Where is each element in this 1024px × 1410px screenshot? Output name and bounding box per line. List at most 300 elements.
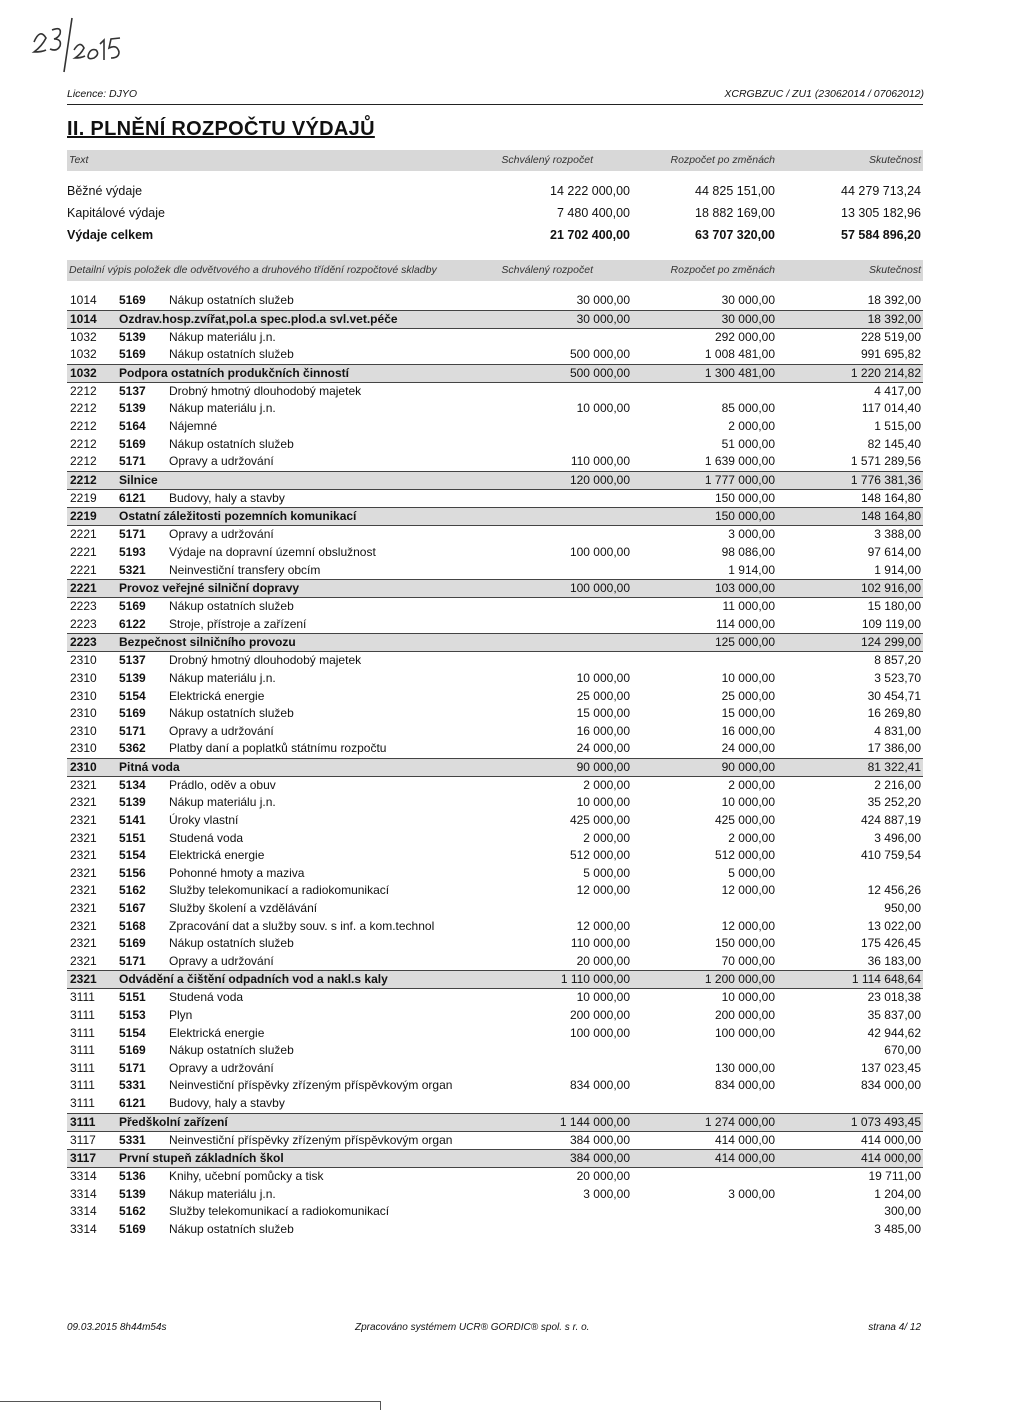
table-subtotal-row <box>67 970 923 989</box>
cell-text: Plyn <box>169 1008 193 1022</box>
cell-paragraph: 3314 <box>70 1169 97 1184</box>
cell-text: Nákup ostatních služeb <box>169 936 294 951</box>
cell-actual: 3 523,70 <box>874 670 921 685</box>
cell-after-changes: 1 639 000,00 <box>704 454 775 469</box>
cell-paragraph: 2219 <box>70 490 97 505</box>
cell-text: Budovy, haly a stavby <box>169 1095 285 1110</box>
cell-after-changes: 85 000,00 <box>721 401 775 416</box>
cell-actual: 19 711,00 <box>868 1169 921 1184</box>
table-row <box>67 1007 923 1025</box>
cell-item: 5169 <box>119 1221 146 1236</box>
table-row <box>67 705 923 723</box>
cell-after-changes: 2 000,00 <box>728 830 775 845</box>
cell-approved: 30 000,00 <box>576 311 630 326</box>
cell-text: Služby telekomunikací a radiokomunikací <box>169 1204 390 1219</box>
cell-actual: 117 014,40 <box>861 401 921 416</box>
cell-text: Knihy, učební pomůcky a tisk <box>169 1169 324 1184</box>
cell-paragraph: 2212 <box>70 401 97 416</box>
cell-paragraph: 3111 <box>70 1043 95 1058</box>
cell-text: Nákup materiálu j.n. <box>169 670 276 685</box>
cell-paragraph: 2321 <box>70 953 97 968</box>
cell-approved: 10 000,00 <box>576 401 630 416</box>
cell-after-changes: 1 008 481,00 <box>704 347 775 362</box>
cell-section-name: Předškolní zařízení <box>119 1114 228 1129</box>
cell-paragraph: 3111 <box>70 1008 95 1022</box>
cell-item: 5171 <box>119 527 146 542</box>
table-subtotal-row <box>67 633 923 652</box>
cell-item: 5168 <box>119 918 146 933</box>
summary-actual: 13 305 182,96 <box>841 206 921 220</box>
cell-actual: 109 119,00 <box>861 616 921 631</box>
cell-item: 5139 <box>119 1186 146 1201</box>
cell-item: 5151 <box>119 830 146 845</box>
table-row <box>67 670 923 688</box>
cell-after-changes: 10 000,00 <box>721 670 775 685</box>
cell-item: 5169 <box>119 436 146 451</box>
cell-section-name: Ostatní záležitosti pozemních komunikací <box>119 509 357 524</box>
cell-text: Opravy a udržování <box>169 454 274 469</box>
cell-after-changes: 103 000,00 <box>714 581 775 596</box>
cell-after-changes: 12 000,00 <box>721 918 775 933</box>
table-row <box>67 400 923 418</box>
cell-approved: 24 000,00 <box>576 741 630 756</box>
summary-row <box>67 225 923 247</box>
cell-item: 5153 <box>119 1008 146 1022</box>
summary-approved: 7 480 400,00 <box>557 206 630 220</box>
cell-after-changes: 1 200 000,00 <box>704 972 775 987</box>
summary-header-actual: Skutečnost <box>869 154 921 166</box>
cell-after-changes: 414 000,00 <box>714 1151 775 1166</box>
table-subtotal-row <box>67 758 923 777</box>
table-row <box>67 436 923 454</box>
cell-item: 6121 <box>119 490 146 505</box>
cell-text: Nákup ostatních služeb <box>169 436 294 451</box>
table-row <box>67 1025 923 1043</box>
cell-after-changes: 414 000,00 <box>714 1132 775 1147</box>
cell-text: Neinvestiční transfery obcím <box>169 562 321 577</box>
cell-actual: 410 759,54 <box>860 848 921 863</box>
cell-paragraph: 2321 <box>70 830 97 845</box>
cell-after-changes: 10 000,00 <box>721 795 775 810</box>
cell-section-name: Provoz veřejné silniční dopravy <box>119 581 300 596</box>
detail-header-bar <box>67 260 923 281</box>
detail-table <box>67 292 923 1239</box>
footer-page-number: strana 4/ 12 <box>868 1322 921 1333</box>
cell-actual: 1 914,00 <box>874 562 921 577</box>
cell-text: Nákup materiálu j.n. <box>169 795 276 810</box>
cell-item: 5193 <box>119 544 146 559</box>
table-row <box>67 1077 923 1095</box>
cell-approved: 200 000,00 <box>569 1008 630 1022</box>
cell-actual: 35 252,20 <box>867 795 921 810</box>
cell-actual: 228 519,00 <box>860 329 921 344</box>
footer-timestamp: 09.03.2015 8h44m54s <box>67 1322 167 1333</box>
cell-section-name: Pitná voda <box>119 759 180 774</box>
cell-actual: 4 417,00 <box>874 383 921 398</box>
cell-actual: 36 183,00 <box>867 953 921 968</box>
cell-paragraph: 3111 <box>70 1095 95 1110</box>
cell-actual: 97 614,00 <box>867 544 921 559</box>
cell-after-changes: 834 000,00 <box>714 1078 775 1093</box>
cell-paragraph: 2223 <box>70 599 97 614</box>
cell-paragraph: 2321 <box>70 972 97 987</box>
summary-label: Běžné výdaje <box>67 184 143 198</box>
table-row <box>67 1060 923 1078</box>
table-subtotal-row <box>67 310 923 329</box>
cell-paragraph: 3314 <box>70 1204 97 1219</box>
cell-item: 5156 <box>119 865 146 880</box>
table-subtotal-row <box>67 1113 923 1132</box>
cell-paragraph: 3111 <box>70 1114 96 1129</box>
cell-after-changes: 100 000,00 <box>714 1025 775 1040</box>
cell-text: Studená voda <box>169 830 244 845</box>
summary-header-after-changes: Rozpočet po změnách <box>670 154 775 166</box>
cell-approved: 15 000,00 <box>576 706 630 721</box>
cell-approved: 10 000,00 <box>576 670 630 685</box>
cell-paragraph: 1032 <box>70 365 97 380</box>
cell-section-name: Odvádění a čištění odpadních vod a nakl.s kaly <box>119 972 388 987</box>
cell-item: 5169 <box>119 936 146 951</box>
cell-paragraph: 3111 <box>70 1060 95 1075</box>
cell-actual: 148 164,80 <box>860 490 921 505</box>
cell-paragraph: 2310 <box>70 670 97 685</box>
cell-approved: 1 110 000,00 <box>560 972 630 987</box>
cell-text: Nákup materiálu j.n. <box>169 329 276 344</box>
cell-after-changes: 2 000,00 <box>728 418 775 433</box>
cell-item: 5171 <box>119 723 146 738</box>
cell-actual: 30 454,71 <box>867 688 921 703</box>
cell-actual: 18 392,00 <box>867 293 921 307</box>
cell-section-name: Bezpečnost silničního provozu <box>119 635 296 650</box>
table-row <box>67 1132 923 1150</box>
summary-approved: 21 702 400,00 <box>550 228 630 242</box>
cell-after-changes: 114 000,00 <box>715 616 775 631</box>
table-row <box>67 1042 923 1060</box>
table-row <box>67 830 923 848</box>
table-row <box>67 723 923 741</box>
summary-header-bar <box>67 150 923 171</box>
table-row <box>67 526 923 544</box>
cell-actual: 15 180,00 <box>867 599 921 614</box>
cell-item: 5169 <box>119 293 146 307</box>
cell-section-name: První stupeň základních škol <box>119 1151 284 1166</box>
cell-item: 5167 <box>119 901 146 916</box>
cell-item: 5362 <box>119 741 146 756</box>
cell-paragraph: 2310 <box>70 706 97 721</box>
cell-text: Nákup materiálu j.n. <box>169 1186 276 1201</box>
table-row <box>67 1221 923 1239</box>
table-row <box>67 989 923 1007</box>
cell-actual: 4 831,00 <box>874 723 921 738</box>
cell-paragraph: 2321 <box>70 777 97 792</box>
cell-paragraph: 2321 <box>70 918 97 933</box>
cell-after-changes: 15 000,00 <box>721 706 775 721</box>
cell-text: Nákup ostatních služeb <box>169 599 294 614</box>
cell-approved: 2 000,00 <box>583 830 630 845</box>
cell-item: 5139 <box>119 795 146 810</box>
cell-paragraph: 2221 <box>70 544 97 559</box>
cell-paragraph: 2212 <box>70 454 97 469</box>
cell-paragraph: 2221 <box>70 562 97 577</box>
cell-after-changes: 292 000,00 <box>714 329 775 344</box>
cell-paragraph: 2310 <box>70 741 97 756</box>
cell-item: 5171 <box>119 454 146 469</box>
cell-approved: 20 000,00 <box>576 953 630 968</box>
cell-after-changes: 3 000,00 <box>728 527 775 542</box>
cell-text: Drobný hmotný dlouhodobý majetek <box>169 383 362 398</box>
cell-after-changes: 70 000,00 <box>721 953 775 968</box>
cell-paragraph: 2212 <box>70 418 97 433</box>
cell-approved: 110 000,00 <box>570 936 630 951</box>
summary-approved: 14 222 000,00 <box>550 184 630 198</box>
cell-text: Nákup ostatních služeb <box>169 1221 294 1236</box>
cell-actual: 13 022,00 <box>867 918 921 933</box>
cell-after-changes: 5 000,00 <box>728 865 775 880</box>
report-code: XCRGBZUC / ZU1 (23062014 / 07062012) <box>724 88 924 100</box>
cell-paragraph: 3111 <box>70 1025 95 1040</box>
cell-approved: 25 000,00 <box>576 688 630 703</box>
cell-after-changes: 11 000,00 <box>722 599 775 614</box>
cell-actual: 35 837,00 <box>867 1008 921 1022</box>
cell-after-changes: 98 086,00 <box>721 544 775 559</box>
cell-approved: 90 000,00 <box>576 759 630 774</box>
cell-actual: 1 114 648,64 <box>851 972 921 987</box>
table-row <box>67 346 923 364</box>
cell-item: 5162 <box>119 883 146 898</box>
cell-item: 5154 <box>119 848 146 863</box>
detail-header-text: Detailní výpis položek dle odvětvového a druhového třídění rozpočtové skladby <box>69 264 437 276</box>
cell-text: Studená voda <box>169 990 244 1005</box>
table-row <box>67 453 923 471</box>
table-row <box>67 847 923 865</box>
cell-approved: 3 000,00 <box>583 1186 630 1201</box>
cell-actual: 3 388,00 <box>874 527 921 542</box>
table-row <box>67 490 923 508</box>
cell-actual: 414 000,00 <box>860 1132 921 1147</box>
table-subtotal-row <box>67 579 923 598</box>
summary-after-changes: 18 882 169,00 <box>695 206 775 220</box>
cell-item: 5171 <box>119 953 146 968</box>
cell-paragraph: 2212 <box>70 383 97 398</box>
cell-after-changes: 30 000,00 <box>721 311 775 326</box>
cell-approved: 512 000,00 <box>569 848 630 863</box>
cell-item: 5164 <box>119 418 146 433</box>
cell-item: 5137 <box>119 383 146 398</box>
cell-actual: 12 456,26 <box>867 883 921 898</box>
cell-text: Nákup ostatních služeb <box>169 347 294 362</box>
table-row <box>67 777 923 795</box>
cell-paragraph: 3314 <box>70 1221 97 1236</box>
summary-after-changes: 44 825 151,00 <box>695 184 775 198</box>
table-row <box>67 688 923 706</box>
cell-after-changes: 130 000,00 <box>714 1060 775 1075</box>
cell-paragraph: 2321 <box>70 795 97 810</box>
table-row <box>67 1203 923 1221</box>
summary-table <box>67 181 923 247</box>
summary-row <box>67 181 923 203</box>
cell-item: 5169 <box>119 1043 146 1058</box>
cell-item: 6122 <box>119 616 146 631</box>
cell-after-changes: 1 914,00 <box>728 562 775 577</box>
cell-section-name: Silnice <box>119 472 158 487</box>
cell-item: 5162 <box>119 1204 146 1219</box>
table-row <box>67 953 923 971</box>
cell-approved: 384 000,00 <box>569 1151 630 1166</box>
cell-item: 5137 <box>119 653 146 668</box>
cell-approved: 10 000,00 <box>576 990 630 1005</box>
cell-after-changes: 24 000,00 <box>721 741 775 756</box>
table-row <box>67 740 923 758</box>
summary-after-changes: 63 707 320,00 <box>695 228 775 242</box>
table-row <box>67 918 923 936</box>
cell-actual: 23 018,38 <box>867 990 921 1005</box>
table-row <box>67 598 923 616</box>
cell-text: Pohonné hmoty a maziva <box>169 865 305 880</box>
detail-header-actual: Skutečnost <box>869 264 921 276</box>
cell-actual: 17 386,00 <box>867 741 921 756</box>
cell-after-changes: 2 000,00 <box>728 777 775 792</box>
table-subtotal-row <box>67 1149 923 1168</box>
cell-after-changes: 10 000,00 <box>721 990 775 1005</box>
cell-text: Prádlo, oděv a obuv <box>169 777 276 792</box>
table-row <box>67 1095 923 1113</box>
cell-approved: 100 000,00 <box>569 1025 630 1040</box>
cell-paragraph: 2223 <box>70 616 97 631</box>
cell-after-changes: 512 000,00 <box>714 848 775 863</box>
cell-paragraph: 2321 <box>70 813 97 828</box>
table-row <box>67 935 923 953</box>
table-subtotal-row <box>67 364 923 383</box>
cell-actual: 148 164,80 <box>860 509 921 524</box>
cell-after-changes: 51 000,00 <box>721 436 775 451</box>
scan-edge-tick <box>380 1401 381 1410</box>
cell-paragraph: 2212 <box>70 472 97 487</box>
cell-paragraph: 2321 <box>70 901 97 916</box>
cell-text: Nákup ostatních služeb <box>169 293 294 307</box>
cell-item: 5134 <box>119 777 146 792</box>
cell-item: 5154 <box>119 688 146 703</box>
cell-actual: 300,00 <box>884 1204 921 1219</box>
cell-after-changes: 1 274 000,00 <box>704 1114 775 1129</box>
cell-item: 5331 <box>119 1078 146 1093</box>
cell-actual: 2 216,00 <box>874 777 921 792</box>
cell-after-changes: 12 000,00 <box>721 883 775 898</box>
cell-text: Elektrická energie <box>169 1025 265 1040</box>
cell-actual: 3 485,00 <box>874 1221 921 1236</box>
table-row <box>67 383 923 401</box>
cell-approved: 10 000,00 <box>576 795 630 810</box>
cell-item: 5136 <box>119 1169 146 1184</box>
table-row <box>67 544 923 562</box>
cell-approved: 16 000,00 <box>576 723 630 738</box>
cell-text: Nájemné <box>169 418 218 433</box>
cell-after-changes: 90 000,00 <box>721 759 775 774</box>
cell-text: Služby telekomunikací a radiokomunikací <box>169 883 390 898</box>
cell-text: Opravy a udržování <box>169 953 274 968</box>
cell-text: Opravy a udržování <box>169 1060 274 1075</box>
cell-item: 5321 <box>119 562 146 577</box>
cell-paragraph: 2221 <box>70 581 97 596</box>
cell-after-changes: 16 000,00 <box>721 723 775 738</box>
cell-actual: 1 515,00 <box>874 418 921 433</box>
cell-text: Zpracování dat a služby souv. s inf. a kom.technol <box>169 918 435 933</box>
cell-text: Opravy a udržování <box>169 723 274 738</box>
cell-text: Opravy a udržování <box>169 527 274 542</box>
cell-text: Nákup materiálu j.n. <box>169 401 276 416</box>
cell-approved: 834 000,00 <box>569 1078 630 1093</box>
cell-paragraph: 3314 <box>70 1186 97 1201</box>
table-row <box>67 1168 923 1186</box>
table-subtotal-row <box>67 507 923 526</box>
page-title: II. PLNĚNÍ ROZPOČTU VÝDAJŮ <box>67 118 375 140</box>
header-rule <box>67 104 923 105</box>
cell-text: Elektrická energie <box>169 688 265 703</box>
table-row <box>67 292 923 310</box>
cell-actual: 1 073 493,45 <box>850 1114 921 1129</box>
cell-paragraph: 1032 <box>70 329 97 344</box>
summary-actual: 44 279 713,24 <box>841 184 921 198</box>
cell-text: Úroky vlastní <box>169 813 239 828</box>
cell-after-changes: 25 000,00 <box>721 688 775 703</box>
cell-paragraph: 1032 <box>70 347 97 362</box>
summary-actual: 57 584 896,20 <box>841 228 921 242</box>
scan-edge-line <box>0 1401 380 1402</box>
detail-header-approved: Schválený rozpočet <box>501 264 593 276</box>
cell-actual: 991 695,82 <box>860 347 921 362</box>
cell-paragraph: 3117 <box>70 1151 97 1166</box>
cell-after-changes: 125 000,00 <box>714 635 775 650</box>
summary-header-text: Text <box>69 154 89 166</box>
cell-text: Služby školení a vzdělávání <box>169 901 318 916</box>
cell-paragraph: 3117 <box>70 1132 96 1147</box>
cell-approved: 20 000,00 <box>576 1169 630 1184</box>
table-subtotal-row <box>67 471 923 490</box>
table-row <box>67 794 923 812</box>
cell-after-changes: 30 000,00 <box>721 293 775 307</box>
cell-paragraph: 2321 <box>70 883 97 898</box>
table-row <box>67 329 923 347</box>
cell-actual: 834 000,00 <box>860 1078 921 1093</box>
cell-item: 5139 <box>119 670 146 685</box>
table-row <box>67 865 923 883</box>
cell-approved: 100 000,00 <box>569 581 630 596</box>
table-row <box>67 652 923 670</box>
cell-paragraph: 2310 <box>70 688 97 703</box>
cell-paragraph: 3111 <box>70 1078 95 1093</box>
licence-label: Licence: DJYO <box>67 88 138 100</box>
cell-text: Neinvestiční příspěvky zřízeným příspěvkovým organ <box>169 1078 453 1093</box>
cell-approved: 120 000,00 <box>569 472 630 487</box>
cell-after-changes: 1 300 481,00 <box>704 365 775 380</box>
table-row <box>67 882 923 900</box>
summary-header-approved: Schválený rozpočet <box>501 154 593 166</box>
table-row <box>67 900 923 918</box>
cell-approved: 384 000,00 <box>569 1132 630 1147</box>
cell-approved: 2 000,00 <box>583 777 630 792</box>
cell-approved: 12 000,00 <box>576 918 630 933</box>
cell-actual: 124 299,00 <box>860 635 921 650</box>
cell-actual: 42 944,62 <box>867 1025 921 1040</box>
table-row <box>67 812 923 830</box>
cell-actual: 137 023,45 <box>860 1060 921 1075</box>
cell-paragraph: 2223 <box>70 635 97 650</box>
cell-item: 5331 <box>119 1132 146 1147</box>
cell-text: Elektrická energie <box>169 848 265 863</box>
cell-actual: 16 269,80 <box>867 706 921 721</box>
cell-text: Drobný hmotný dlouhodobý majetek <box>169 653 362 668</box>
cell-item: 5154 <box>119 1025 146 1040</box>
cell-text: Platby daní a poplatků státnímu rozpočtu <box>169 741 387 756</box>
